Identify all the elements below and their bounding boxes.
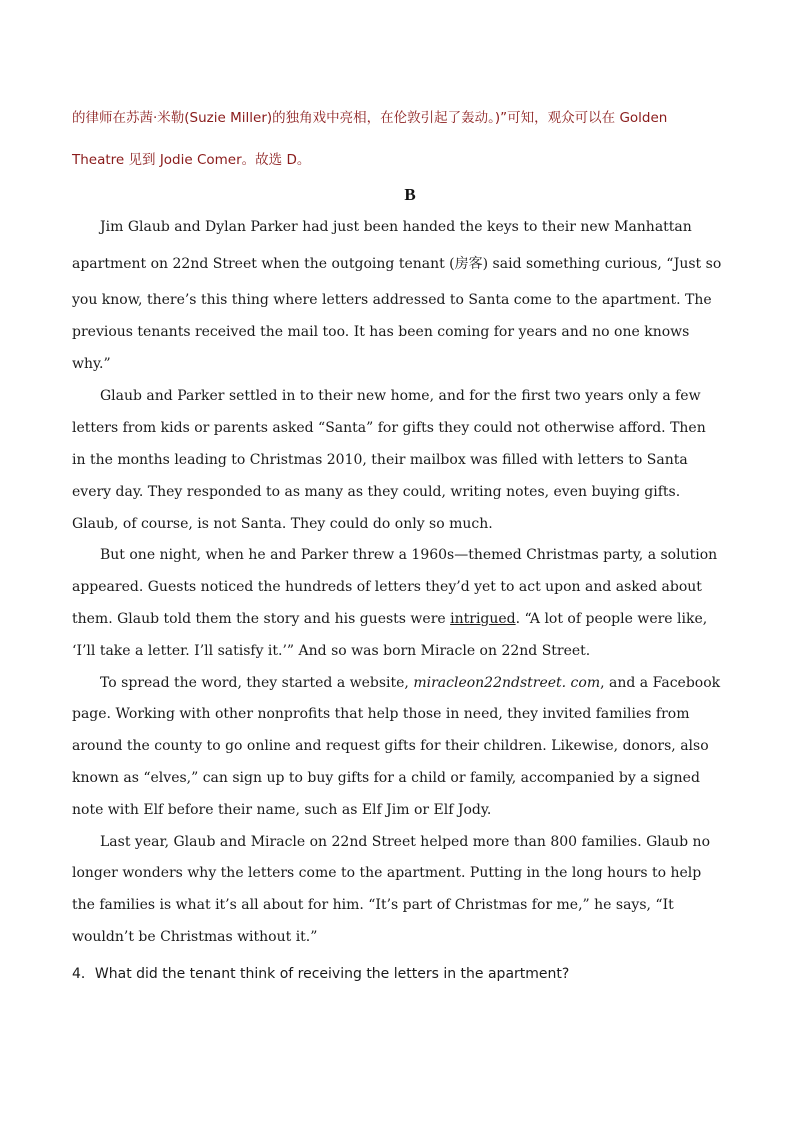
passage-line: wouldn’t be Christmas without it.” bbox=[72, 929, 318, 945]
passage-line: known as “elves,” can sign up to buy gifts for a child or family, accompanied by a signed bbox=[72, 770, 700, 786]
passage-line: around the county to go online and request gifts for their children. Likewise, donors, also bbox=[72, 738, 709, 754]
answer-explanation-line-1: 的律师在苏茜·米勒(Suzie Miller)的独角戏中亮相，在伦敦引起了轰动。)”可知，观众可以在 Golden bbox=[72, 110, 668, 126]
answer-explanation-line-2: Theatre 见到 Jodie Comer。故选 D。 bbox=[72, 152, 311, 168]
passage-line: letters from kids or parents asked “Santa” for gifts they could not otherwise afford. Then bbox=[72, 420, 706, 436]
passage-text: them. Glaub told them the story and his guests were bbox=[72, 611, 451, 627]
passage-line: apartment on 22nd Street when the outgoing tenant (房客) said something curious, “Just so bbox=[72, 256, 722, 272]
passage-line: longer wonders why the letters come to the apartment. Putting in the long hours to help bbox=[72, 865, 702, 881]
passage-line: Jim Glaub and Dylan Parker had just been handed the keys to their new Manhattan bbox=[100, 219, 692, 235]
passage-line: appeared. Guests noticed the hundreds of letters they’d yet to act upon and asked about bbox=[72, 579, 702, 595]
passage-text: To spread the word, they started a website, bbox=[100, 675, 414, 691]
website-name: miracleon22ndstreet. com bbox=[413, 675, 601, 691]
passage-line: you know, there’s this thing where letters addressed to Santa come to the apartment. The bbox=[72, 292, 712, 308]
passage-line: the families is what it’s all about for him. “It’s part of Christmas for me,” he says, “It bbox=[72, 897, 674, 913]
passage-line: note with Elf before their name, such as Elf Jim or Elf Jody. bbox=[72, 802, 492, 818]
passage-line: ‘I’ll take a letter. I’ll satisfy it.’” And so was born Miracle on 22nd Street. bbox=[72, 643, 591, 659]
passage-line: every day. They responded to as many as they could, writing notes, even buying gifts. bbox=[72, 484, 681, 500]
passage-text: , and a Facebook bbox=[600, 675, 721, 691]
underlined-word: intrigued bbox=[450, 611, 516, 627]
passage-line: But one night, when he and Parker threw a 1960s—themed Christmas party, a solution bbox=[100, 547, 718, 563]
passage-line: why.” bbox=[72, 356, 111, 372]
section-title: B bbox=[404, 185, 416, 204]
passage-line: Glaub, of course, is not Santa. They could do only so much. bbox=[72, 516, 493, 532]
passage-line: page. Working with other nonprofits that help those in need, they invited families from bbox=[72, 706, 690, 722]
passage-line: previous tenants received the mail too. It has been coming for years and no one knows bbox=[72, 324, 690, 340]
passage-line: Glaub and Parker settled in to their new home, and for the first two years only a few bbox=[100, 388, 701, 404]
passage-line: Last year, Glaub and Miracle on 22nd Street helped more than 800 families. Glaub no bbox=[100, 834, 710, 850]
question-4: 4．What did the tenant think of receiving the letters in the apartment? bbox=[72, 966, 570, 982]
passage-line bbox=[100, 673, 724, 693]
passage-text: . “A lot of people were like, bbox=[515, 611, 708, 627]
passage-line bbox=[72, 609, 724, 629]
passage-line: in the months leading to Christmas 2010, their mailbox was filled with letters to Santa bbox=[72, 452, 688, 468]
